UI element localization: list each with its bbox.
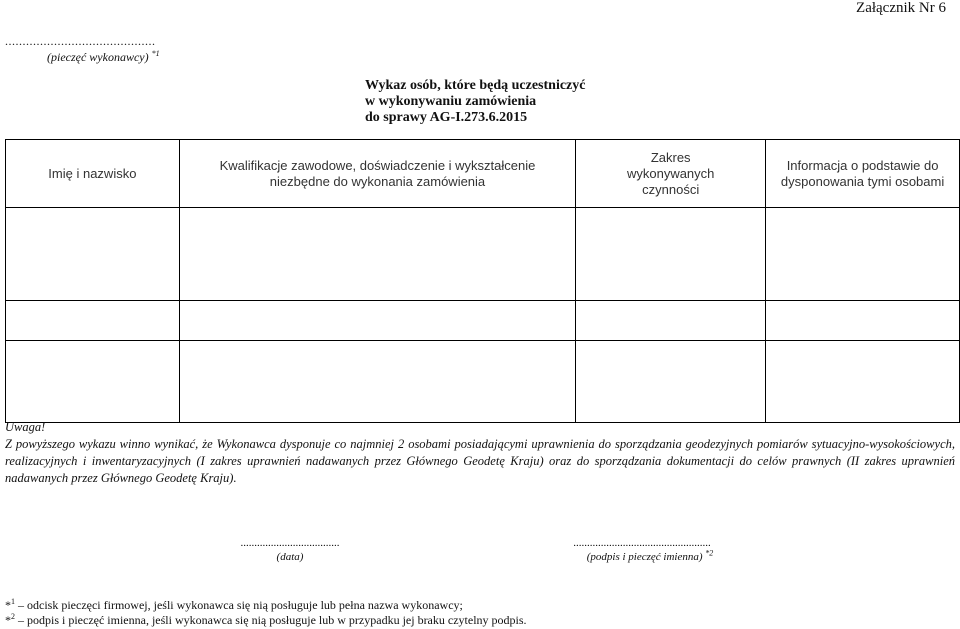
footnote-2-mark: *	[5, 613, 11, 627]
header-name: Imię i nazwisko	[6, 140, 180, 208]
table-cell[interactable]	[6, 301, 180, 341]
table-row	[6, 208, 960, 301]
table-cell[interactable]	[179, 301, 575, 341]
table-row	[6, 301, 960, 341]
footnote-2	[5, 613, 527, 628]
header-scope: Zakres wykonywanych czynności	[576, 140, 766, 208]
signature-label-text: (podpis i pieczęć imienna)	[586, 551, 703, 563]
stamp-label	[47, 50, 160, 65]
signature-placeholder-dots: ..................................................	[573, 537, 711, 549]
title-line-3: do sprawy AG-I.273.6.2015	[365, 110, 528, 125]
footnotes	[5, 598, 527, 628]
footnote-1-number: 1	[11, 597, 15, 606]
note-section	[5, 419, 955, 487]
date-placeholder-dots: ....................................	[240, 537, 340, 549]
signature-footnote-mark: *2	[705, 548, 714, 558]
header-basis: Informacja o podstawie do dysponowania tymi osobami	[766, 140, 960, 208]
table-cell[interactable]	[576, 208, 766, 301]
table-cell[interactable]	[179, 341, 575, 423]
header-qualifications: Kwalifikacje zawodowe, doświadczenie i wykształcenie niezbędne do wykonania zamówienia	[179, 140, 575, 208]
table-header-row	[6, 140, 960, 208]
table-cell[interactable]	[179, 208, 575, 301]
footnote-2-text: – podpis i pieczęć imienna, jeśli wykonawca się nią posługuje lub w przypadku jej braku czytelny podpis.	[15, 613, 527, 627]
table-cell[interactable]	[576, 341, 766, 423]
note-body: Z powyższego wykazu winno wynikać, że Wykonawca dysponuje co najmniej 2 osobami posiadającymi uprawnienia do sporządzania geodezyjnych pomiarów sytuacyjno-wysokościowych, realizacyjnych i inwentaryzacyjnych (I zakres uprawnień nadawanych przez Głównego Geodetę Kraju) oraz do sporządzania dokumentacji do celów prawnych (II zakres uprawnień nadawanych przez Głównego Geodetę Kraju).	[5, 437, 955, 485]
title-line-1: Wykaz osób, które będą uczestniczyć	[365, 78, 586, 93]
footnote-1	[5, 598, 527, 613]
document-title	[365, 78, 585, 126]
note-heading: Uwaga!	[5, 420, 46, 434]
table-cell[interactable]	[6, 208, 180, 301]
stamp-label-text: (pieczęć wykonawcy)	[47, 50, 149, 64]
signature-label	[560, 548, 740, 563]
table-cell[interactable]	[766, 208, 960, 301]
footnote-2-number: 2	[11, 612, 15, 621]
table-row	[6, 341, 960, 423]
table-cell[interactable]	[766, 301, 960, 341]
date-label: (data)	[276, 551, 304, 563]
footnote-1-text: – odcisk pieczęci firmowej, jeśli wykonawca się nią posługuje lub pełna nazwa wykonawcy;	[15, 598, 463, 612]
annex-label: Załącznik Nr 6	[856, 0, 946, 16]
table-cell[interactable]	[6, 341, 180, 423]
persons-table	[5, 139, 960, 423]
stamp-label-footnote-mark: *1	[151, 49, 160, 58]
footnote-1-mark: *	[5, 598, 11, 612]
title-line-2: w wykonywaniu zamówienia	[365, 94, 537, 109]
table-cell[interactable]	[576, 301, 766, 341]
table-cell[interactable]	[766, 341, 960, 423]
stamp-placeholder-dots: ...........................................	[5, 34, 156, 48]
